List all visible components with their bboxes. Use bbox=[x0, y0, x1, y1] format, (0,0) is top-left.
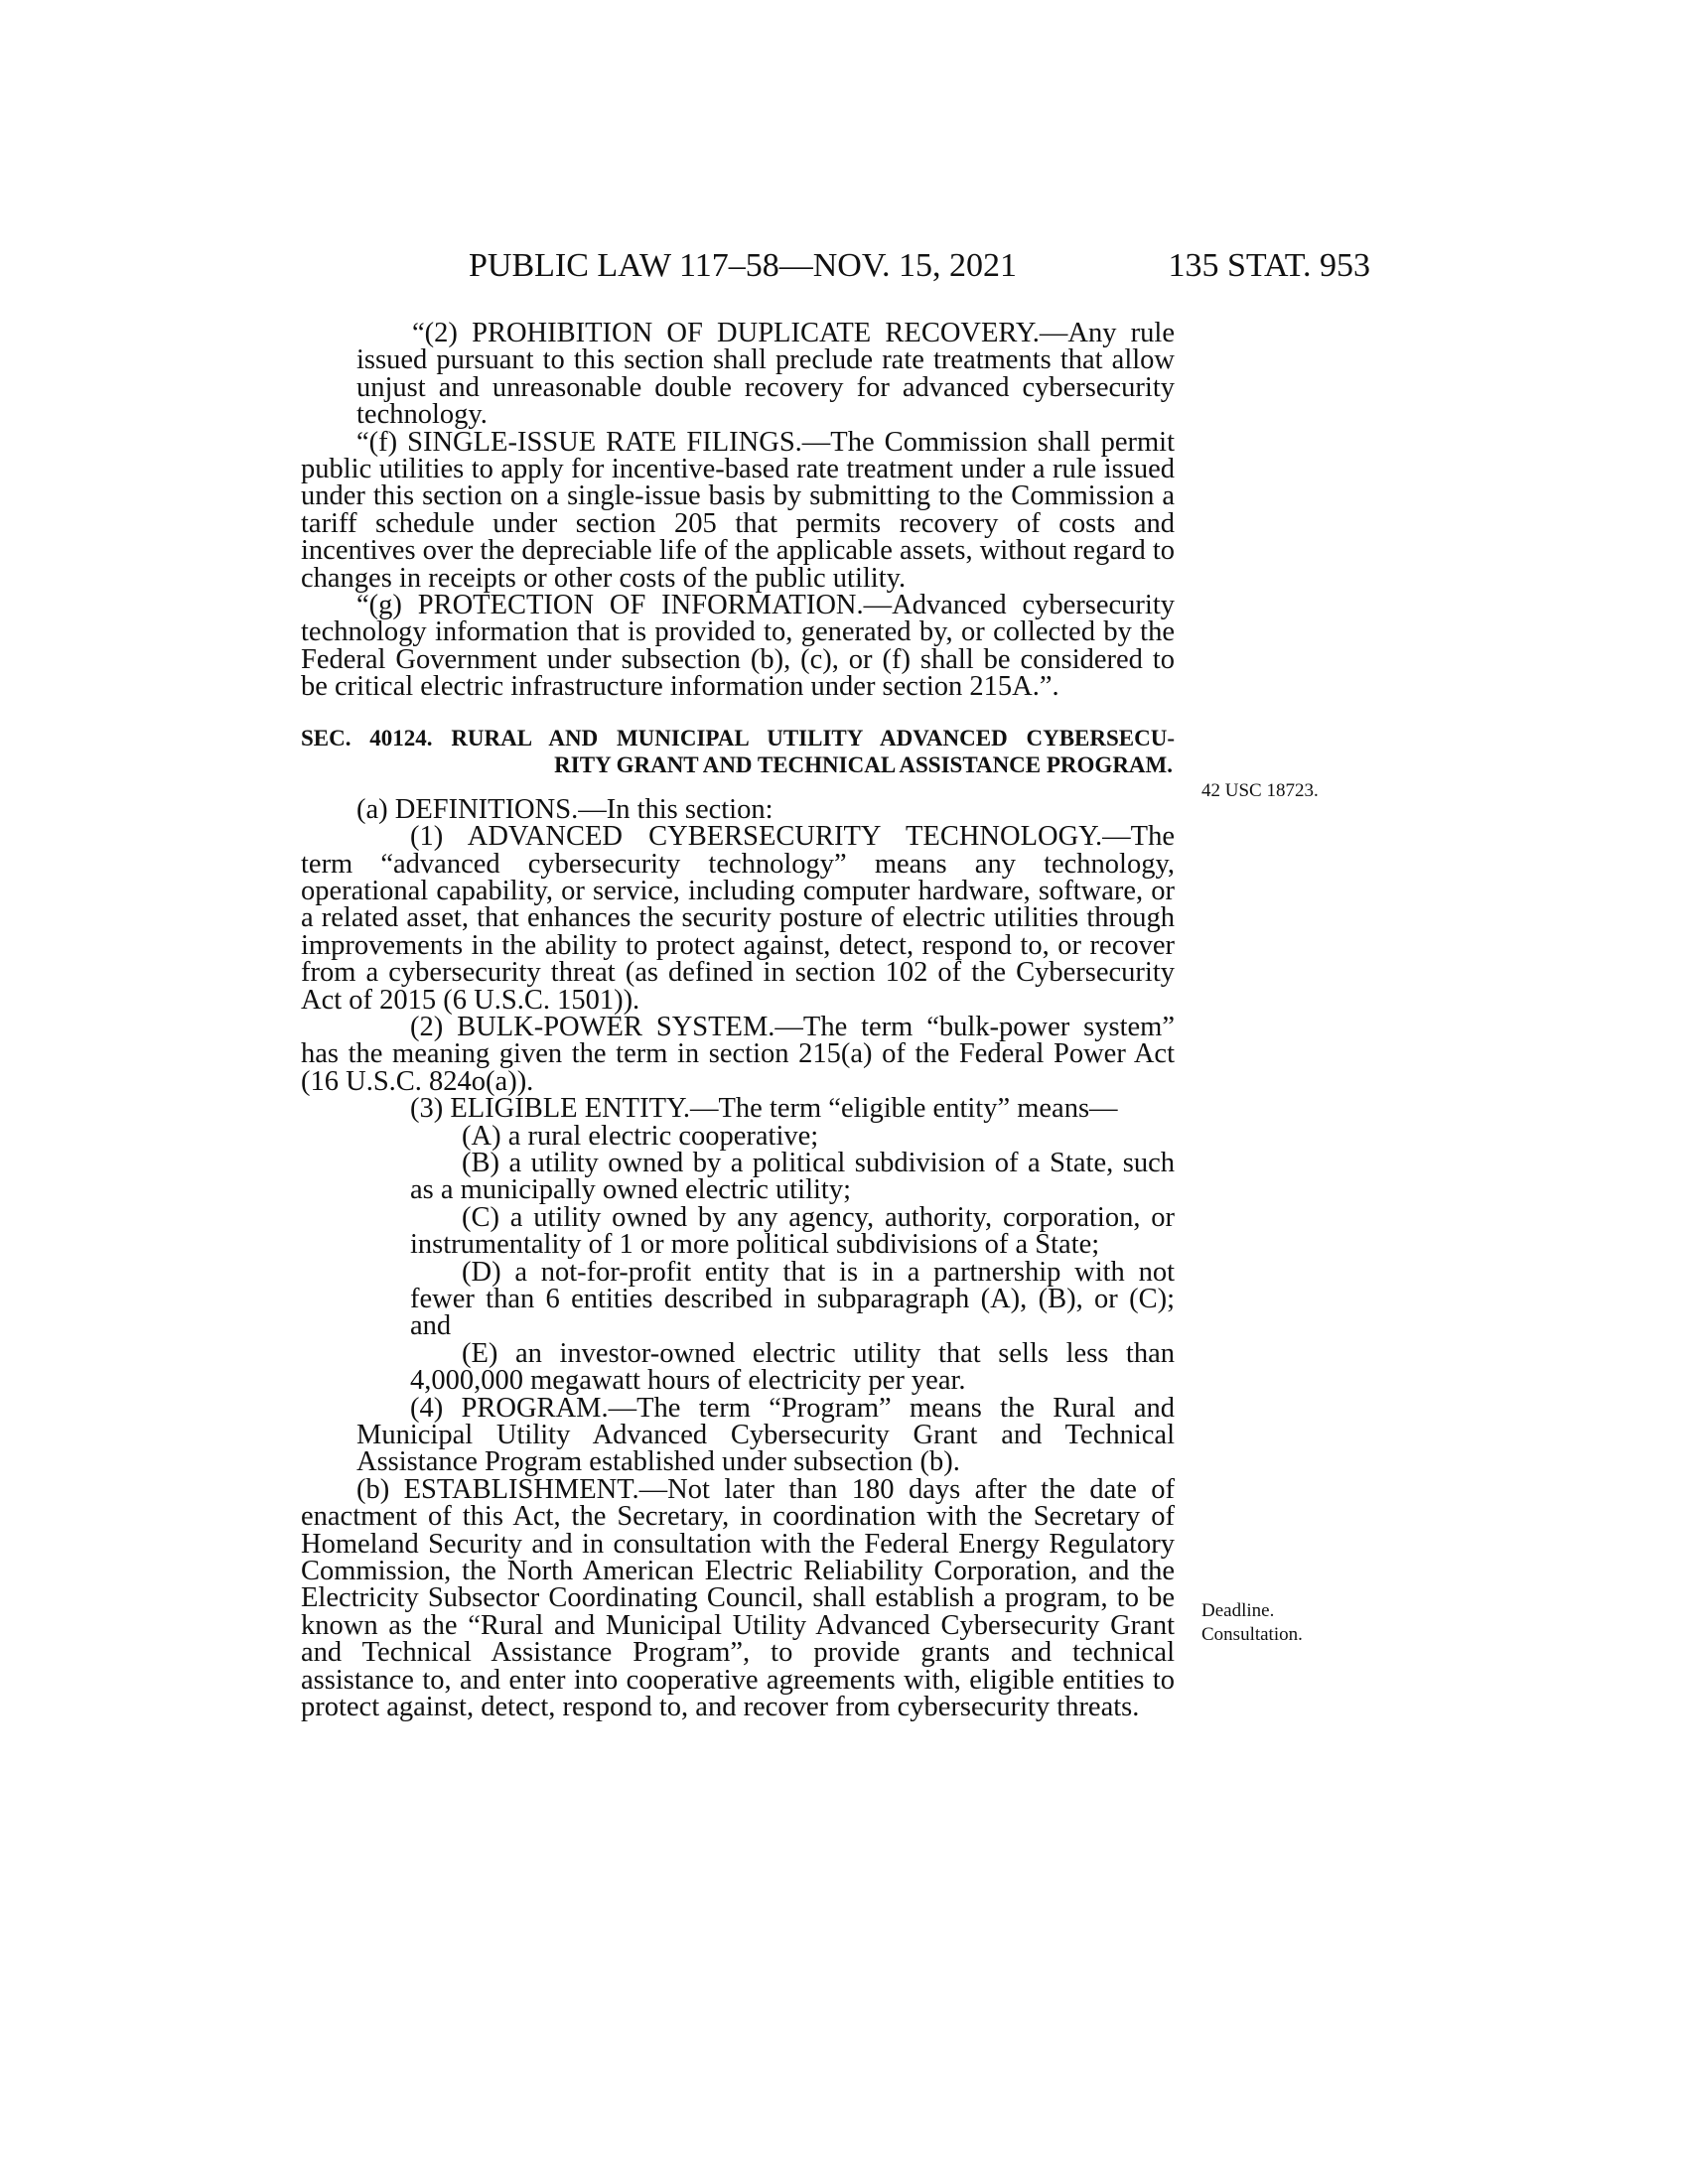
margin-note-deadline: Deadline. bbox=[1201, 1600, 1275, 1621]
section-heading-line-2: RITY GRANT AND TECHNICAL ASSISTANCE PROGRAM. bbox=[554, 751, 1173, 777]
paragraph-a3-eligible-entity: (3) ELIGIBLE ENTITY.—The term “eligible entity” means— bbox=[410, 1093, 1118, 1125]
law-body bbox=[301, 320, 1175, 1721]
paragraph-g-protection: “(g) PROTECTION OF INFORMATION.—Advanced cybersecurity technology information that is provided to, generated by, or collected by the Federal Government under subsection (b), (c), or (f) shall be considered to be critical electric infrastructure information under section 215A.”. bbox=[301, 590, 1175, 703]
paragraph-a2-bulk-power: (2) BULK-POWER SYSTEM.—The term “bulk-power system” has the meaning given the term in section 215(a) of the Federal Power Act (16 U.S.C. 824o(a)). bbox=[301, 1011, 1175, 1097]
paragraph-b-establishment: (b) ESTABLISHMENT.—Not later than 180 days after the date of enactment of this Act, the Secretary, in coordination with the Secretary of Homeland Security and in consultation with the Federal Energy Regulatory Commission, the North American Electric Reliability Corporation, and the Electricity Subsector Coordinating Council, shall establish a program, to be known as the “Rural and Municipal Utility Advanced Cybersecurity Grant and Technical Assistance Program”, to provide grants and technical assistance to, and enter into cooperative agreements with, eligible entities to protect against, detect, respond to, and recover from cybersecurity threats. bbox=[301, 1473, 1175, 1723]
paragraph-a4-program: (4) PROGRAM.—The term “Program” means the Rural and Municipal Utility Advanced Cybersecurity Grant and Technical Assistance Program established under subsection (b). bbox=[356, 1392, 1175, 1478]
section-heading bbox=[301, 725, 1175, 778]
subparagraph-a3C: (C) a utility owned by any agency, authority, corporation, or instrumentality of 1 or more political subdivisions of a State; bbox=[410, 1201, 1175, 1261]
subparagraph-a3E: (E) an investor-owned electric utility that sells less than 4,000,000 megawatt hours of electricity per year. bbox=[410, 1337, 1175, 1397]
paragraph-f-single-issue: “(f) SINGLE-ISSUE RATE FILINGS.—The Commission shall permit public utilities to apply for incentive-based rate treatment under a rule issued under this section on a single-issue basis by submitting to the Commission a tariff schedule under section 205 that permits recovery of costs and incentives over the depreciable life of the applicable assets, without regard to changes in receipts or other costs of the public utility. bbox=[301, 426, 1175, 594]
paragraph-f2-prohibition: “(2) PROHIBITION OF DUPLICATE RECOVERY.—Any rule issued pursuant to this section shall preclude rate treatments that allow unjust and unreasonable double recovery for advanced cybersecurity technology. bbox=[356, 318, 1175, 431]
subparagraph-a3A: (A) a rural electric cooperative; bbox=[462, 1120, 819, 1152]
law-title: PUBLIC LAW 117–58—NOV. 15, 2021 bbox=[469, 247, 1018, 284]
margin-note-usc: 42 USC 18723. bbox=[1201, 780, 1319, 801]
paragraph-a1-advanced-tech: (1) ADVANCED CYBERSECURITY TECHNOLOGY.—The term “advanced cybersecurity technology” means any technology, operational capability, or service, including computer hardware, software, or a related asset, that enhances the security posture of electric utilities through improvements in the ability to protect against, detect, respond to, or recover from a cybersecurity threat (as defined in section 102 of the Cybersecurity Act of 2015 (6 U.S.C. 1501)). bbox=[301, 821, 1175, 1016]
margin-note-consultation: Consultation. bbox=[1201, 1624, 1303, 1645]
subparagraph-a3D: (D) a not-for-profit entity that is in a partnership with not fewer than 6 entities described in subparagraph (A), (B), or (C); and bbox=[410, 1256, 1175, 1342]
subparagraph-a3B: (B) a utility owned by a political subdivision of a State, such as a municipally owned electric utility; bbox=[410, 1147, 1175, 1206]
stat-page-number: 135 STAT. 953 bbox=[1168, 247, 1370, 284]
paragraph-a-definitions: (a) DEFINITIONS.—In this section: bbox=[356, 793, 774, 825]
section-heading-line-1: SEC. 40124. RURAL AND MUNICIPAL UTILITY ADVANCED CYBERSECU- bbox=[301, 725, 1175, 751]
